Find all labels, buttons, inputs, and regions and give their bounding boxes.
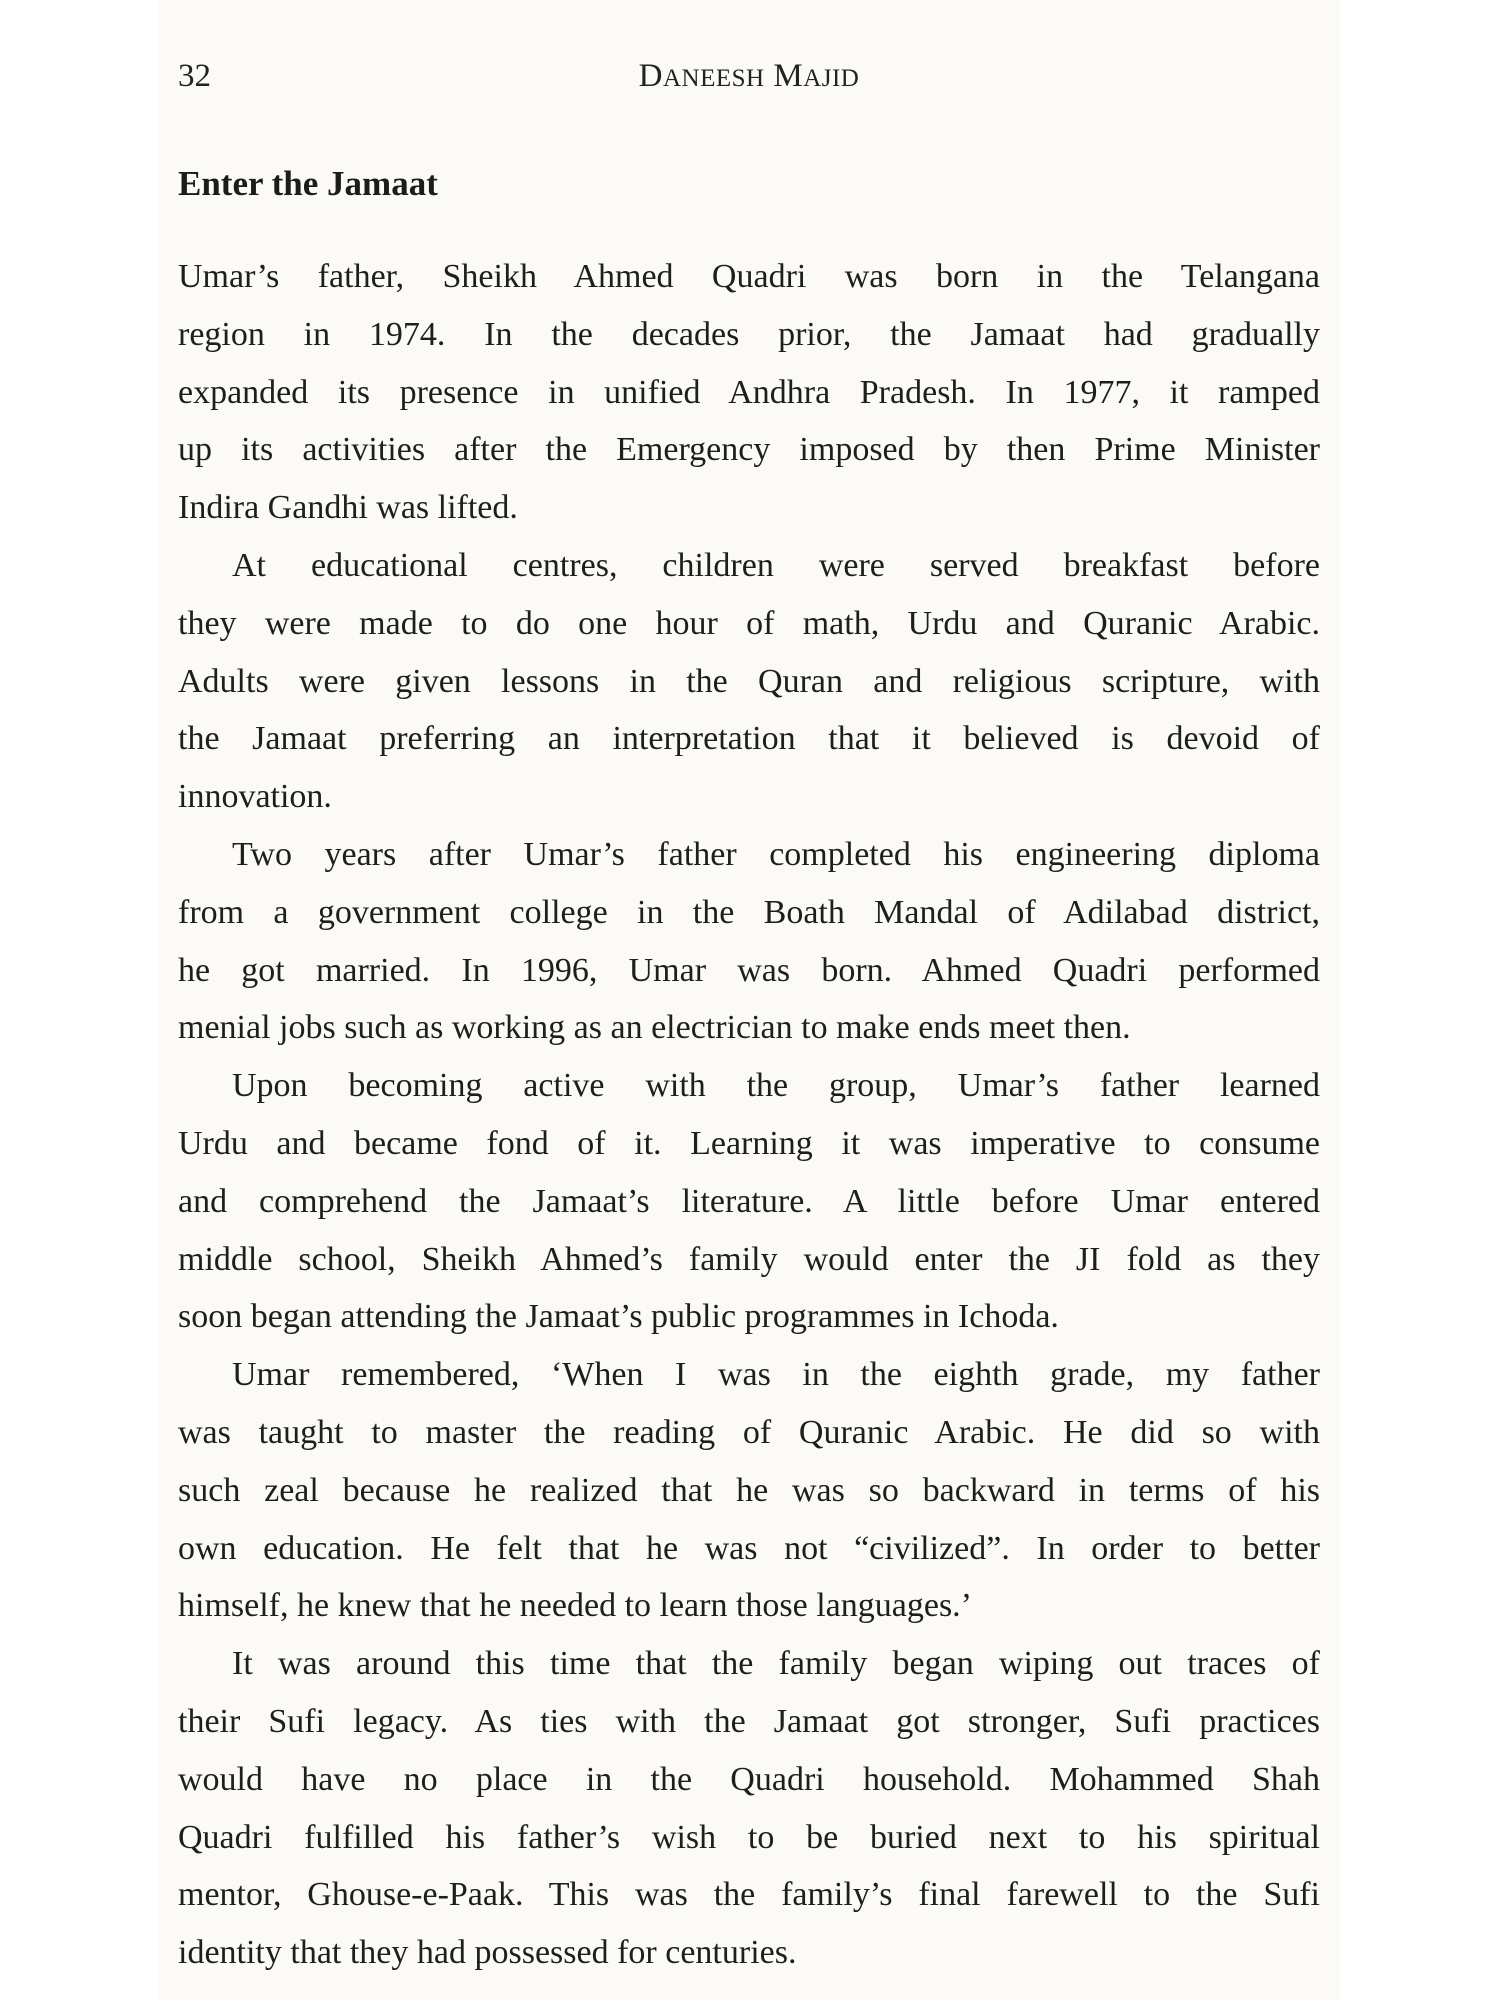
- text-line: would have no place in the Quadri household. Mohammed Shah: [178, 1760, 1320, 1798]
- section-heading: Enter the Jamaat: [178, 164, 438, 203]
- text-line: At educational centres, children were served breakfast before: [232, 546, 1320, 584]
- text-line: and comprehend the Jamaat’s literature. A little before Umar entered: [178, 1182, 1320, 1220]
- text-line: innovation.: [178, 778, 332, 816]
- text-line: he got married. In 1996, Umar was born. Ahmed Quadri performed: [178, 951, 1320, 989]
- text-line: Adults were given lessons in the Quran and religious scripture, with: [178, 662, 1320, 700]
- paragraph: [178, 1346, 1320, 1635]
- text-line: region in 1974. In the decades prior, the Jamaat had gradually: [178, 315, 1320, 353]
- body-text: [178, 248, 1320, 1982]
- running-title-text: DANEESH MAJID: [638, 58, 860, 94]
- text-line: was taught to master the reading of Quranic Arabic. He did so with: [178, 1413, 1320, 1451]
- paragraph: [178, 1057, 1320, 1346]
- running-title: [178, 58, 1320, 95]
- text-line: their Sufi legacy. As ties with the Jamaat got stronger, Sufi practices: [178, 1702, 1320, 1740]
- paragraph: [178, 537, 1320, 826]
- text-line: Urdu and became fond of it. Learning it was imperative to consume: [178, 1124, 1320, 1162]
- paragraph: [178, 826, 1320, 1057]
- text-line: Umar’s father, Sheikh Ahmed Quadri was born in the Telangana: [178, 258, 1320, 295]
- text-line: Umar remembered, ‘When I was in the eighth grade, my father: [232, 1356, 1320, 1394]
- text-line: they were made to do one hour of math, Urdu and Quranic Arabic.: [178, 604, 1320, 642]
- text-line: the Jamaat preferring an interpretation that it believed is devoid of: [178, 720, 1320, 758]
- text-line: menial jobs such as working as an electrician to make ends meet then.: [178, 1009, 1131, 1047]
- text-line: from a government college in the Boath Mandal of Adilabad district,: [178, 893, 1320, 931]
- text-line: such zeal because he realized that he was so backward in terms of his: [178, 1471, 1320, 1509]
- text-line: expanded its presence in unified Andhra Pradesh. In 1977, it ramped: [178, 373, 1320, 411]
- paragraph: [178, 1635, 1320, 1982]
- text-line: own education. He felt that he was not “civilized”. In order to better: [178, 1529, 1320, 1567]
- page-number: 32: [178, 58, 211, 94]
- text-line: identity that they had possessed for centuries.: [178, 1934, 797, 1972]
- running-header: [178, 58, 1320, 108]
- text-line: himself, he knew that he needed to learn those languages.’: [178, 1587, 973, 1625]
- paragraph: [178, 248, 1320, 537]
- text-line: mentor, Ghouse-e-Paak. This was the family’s final farewell to the Sufi: [178, 1876, 1320, 1914]
- text-line: up its activities after the Emergency imposed by then Prime Minister: [178, 431, 1320, 469]
- text-line: Quadri fulfilled his father’s wish to be buried next to his spiritual: [178, 1818, 1320, 1856]
- text-line: soon began attending the Jamaat’s public programmes in Ichoda.: [178, 1298, 1059, 1336]
- text-line: Indira Gandhi was lifted.: [178, 489, 518, 527]
- text-line: Upon becoming active with the group, Umar’s father learned: [232, 1067, 1320, 1105]
- text-line: middle school, Sheikh Ahmed’s family would enter the JI fold as they: [178, 1240, 1320, 1278]
- text-line: Two years after Umar’s father completed his engineering diploma: [232, 835, 1320, 873]
- text-line: It was around this time that the family began wiping out traces of: [232, 1645, 1320, 1683]
